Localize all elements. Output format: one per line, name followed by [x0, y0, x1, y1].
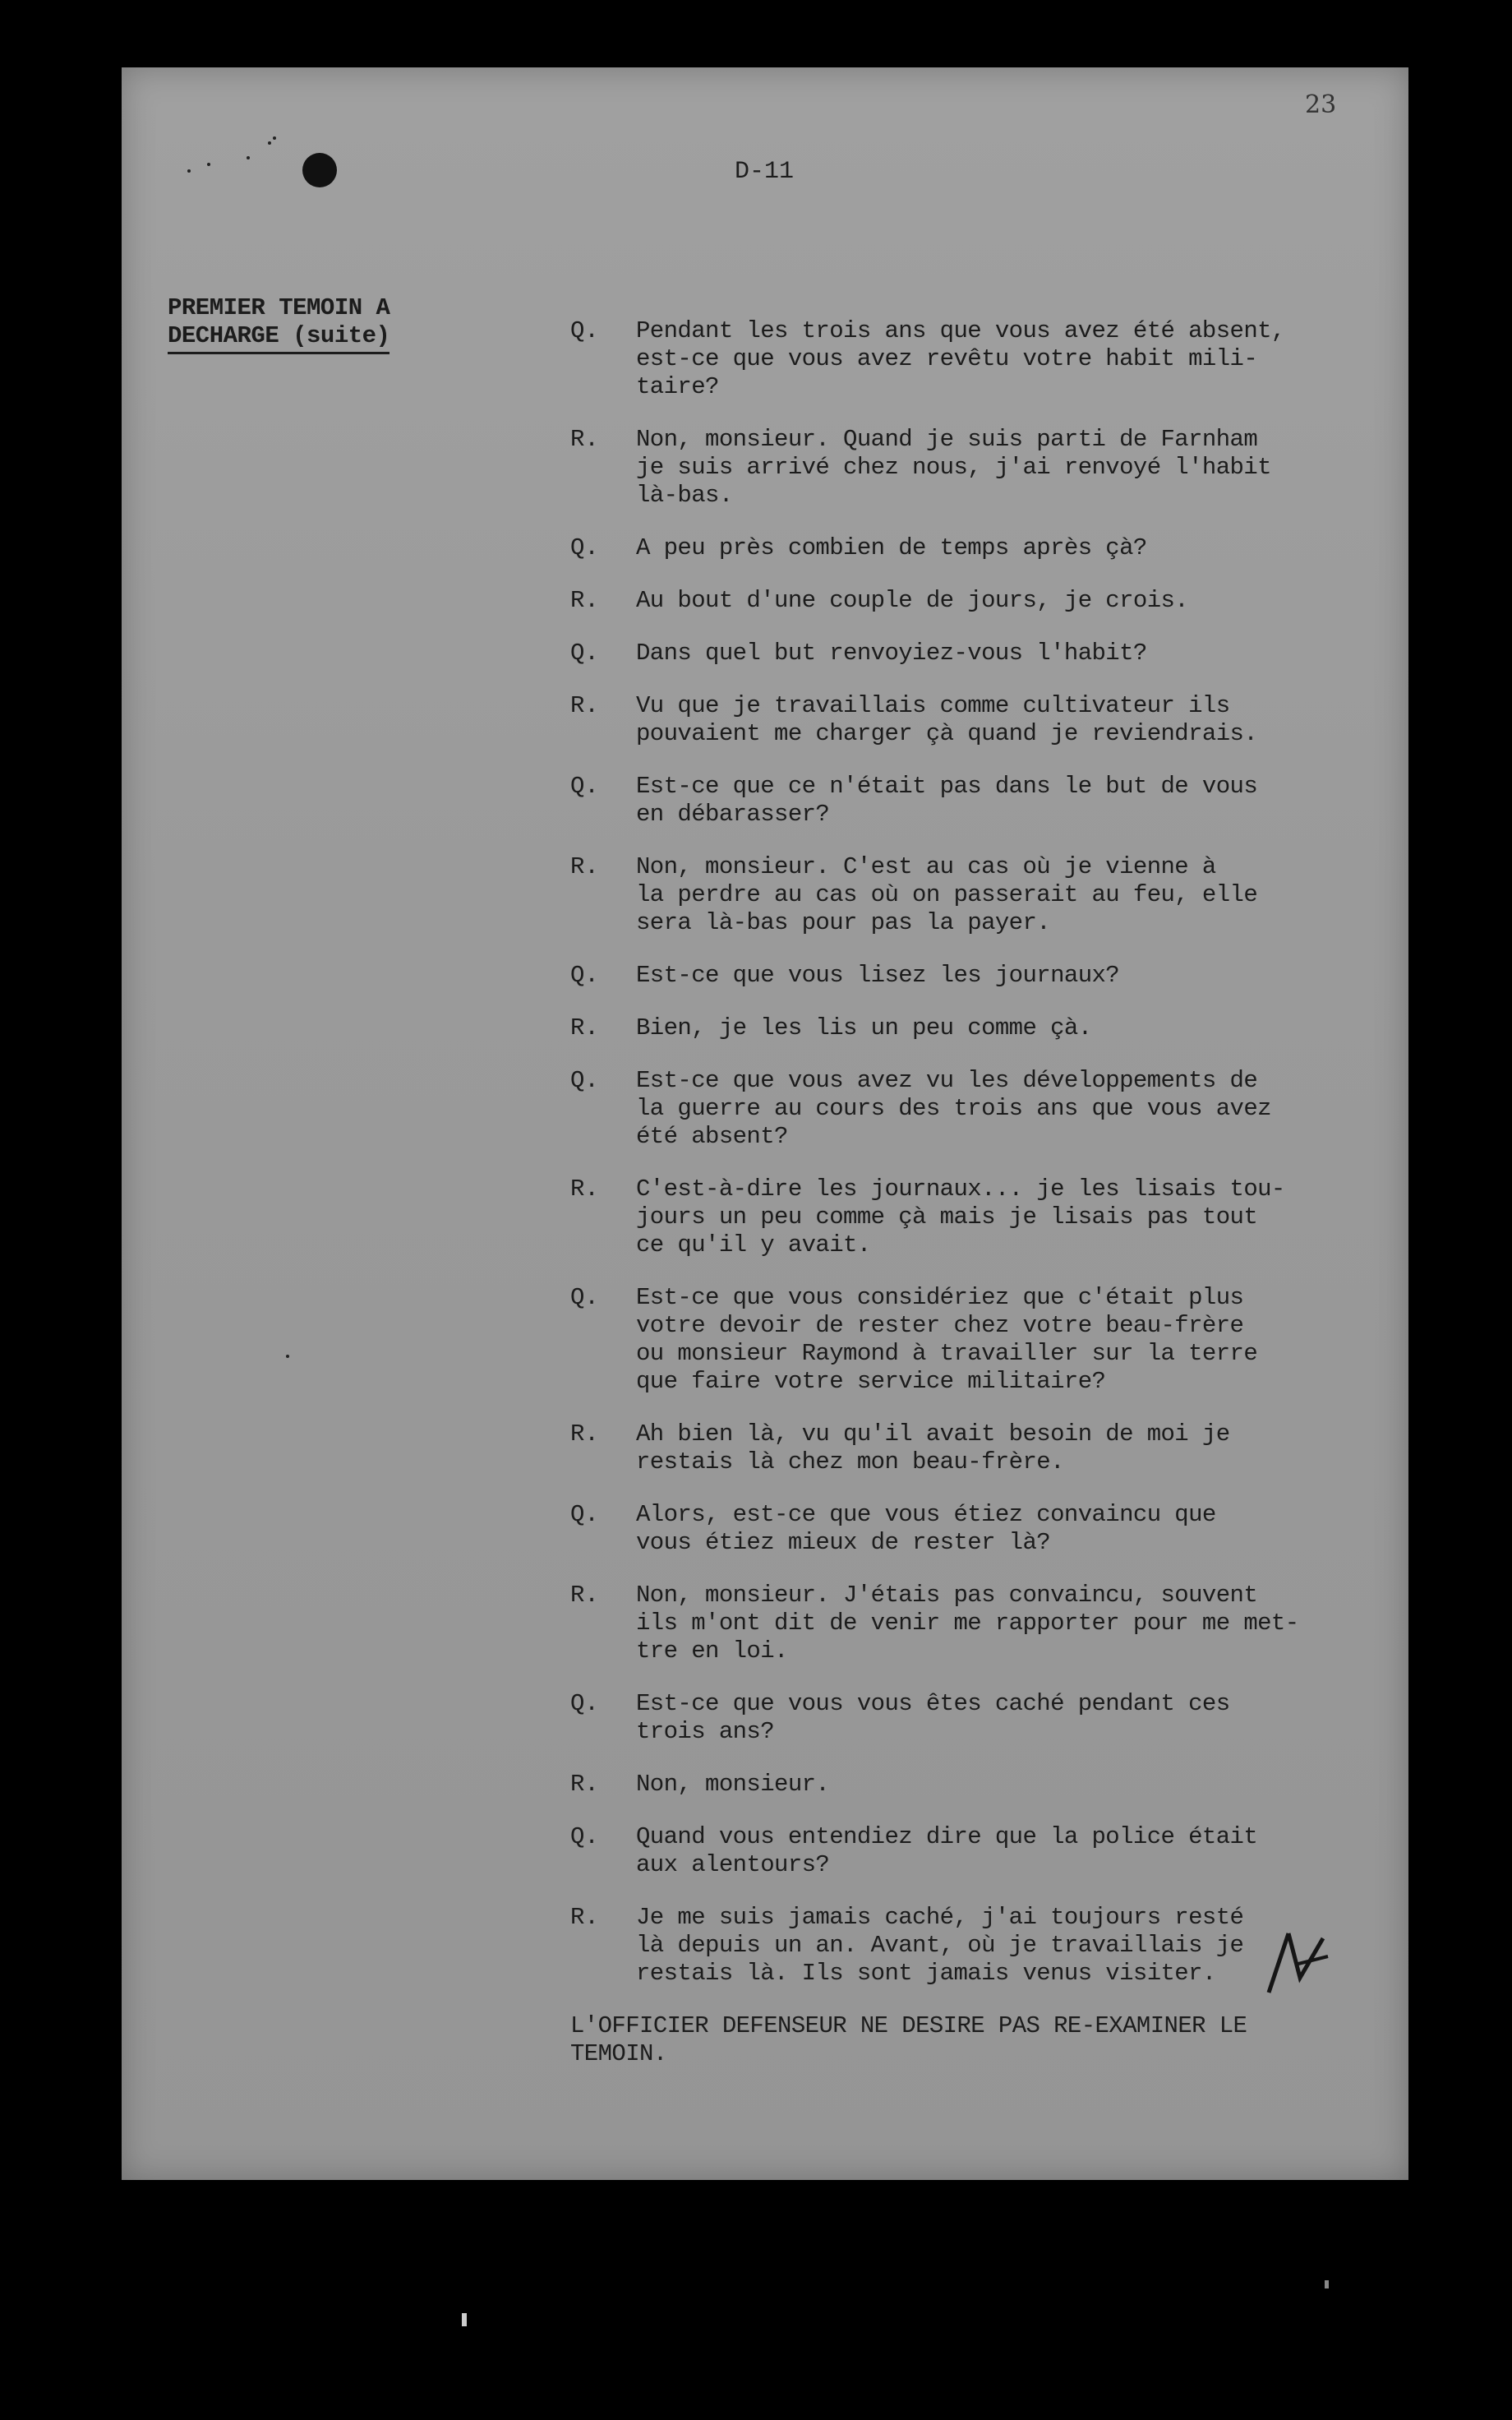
side-heading: [168, 294, 390, 354]
exchange-item: [570, 773, 1400, 829]
exchange-marker: R.: [570, 587, 599, 614]
exchange-text: Non, monsieur. Quand je suis parti de Farnham je suis arrivé chez nous, j'ai renvoyé l'habit là-bas.: [636, 426, 1271, 509]
exchange-item: [570, 1420, 1400, 1476]
testimony-transcript: [570, 317, 1400, 2068]
exchange-marker: R.: [570, 692, 599, 719]
exchange-text: Non, monsieur.: [636, 1771, 830, 1798]
dust-speck: [286, 1355, 289, 1358]
exchange-text: Dans quel but renvoyiez-vous l'habit?: [636, 640, 1147, 667]
exchange-marker: R.: [570, 1904, 599, 1931]
exchange-text: Alors, est-ce que vous étiez convaincu que vous étiez mieux de rester là?: [636, 1501, 1216, 1556]
dust-speck: [273, 136, 276, 140]
exchange-marker: Q.: [570, 962, 599, 989]
exchange-item: [570, 853, 1400, 937]
exchange-item: [570, 1582, 1400, 1665]
document-code: D-11: [735, 158, 795, 186]
exchange-text: C'est-à-dire les journaux... je les lisais tou- jours un peu comme çà mais je lisais pas tout ce qu'il y avait.: [636, 1175, 1285, 1258]
exchange-marker: Q.: [570, 1501, 599, 1528]
scan-artifact: [1325, 2280, 1329, 2288]
exchange-item: [570, 640, 1400, 667]
dust-speck: [247, 156, 250, 159]
exchange-text: Je me suis jamais caché, j'ai toujours resté là depuis un an. Avant, où je travaillais je restais là. Ils sont jamais venus visiter.: [636, 1904, 1244, 1987]
exchange-text: A peu près combien de temps après çà?: [636, 534, 1147, 561]
exchange-item: [570, 1067, 1400, 1151]
exchange-marker: Q.: [570, 534, 599, 561]
closing-statement: L'OFFICIER DEFENSEUR NE DESIRE PAS RE-EXAMINER LE TEMOIN.: [570, 2012, 1247, 2067]
exchange-item: [570, 1284, 1400, 1396]
exchange-marker: R.: [570, 1582, 599, 1609]
initial-stroke: [1269, 1933, 1288, 1993]
exchange-item: [570, 587, 1400, 615]
exchange-marker: R.: [570, 426, 599, 453]
exchange-item: [570, 1771, 1400, 1799]
exchange-item: [570, 962, 1400, 990]
exchange-marker: R.: [570, 853, 599, 880]
exchange-item: [570, 426, 1400, 510]
exchange-item: [570, 1014, 1400, 1042]
exchange-marker: R.: [570, 1175, 599, 1203]
exchange-marker: Q.: [570, 1823, 599, 1850]
exchange-text: Est-ce que vous vous êtes caché pendant ces trois ans?: [636, 1690, 1230, 1745]
exchange-marker: Q.: [570, 1690, 599, 1717]
exchange-text: Bien, je les lis un peu comme çà.: [636, 1014, 1092, 1041]
dust-speck: [187, 169, 191, 173]
exchange-text: Au bout d'une couple de jours, je crois.: [636, 587, 1189, 614]
exchange-marker: R.: [570, 1014, 599, 1041]
exchange-text: Est-ce que vous considériez que c'était plus votre devoir de rester chez votre beau-frère ou monsieur Raymond à travailler sur la terre que faire votre service militaire?: [636, 1284, 1258, 1395]
page-number: 23: [1305, 90, 1337, 119]
dust-speck: [207, 163, 210, 166]
exchange-item: [570, 692, 1400, 748]
exchange-marker: Q.: [570, 1067, 599, 1094]
exchange-text: Non, monsieur. C'est au cas où je vienne à la perdre au cas où on passerait au feu, elle sera là-bas pour pas la payer.: [636, 853, 1258, 936]
exchange-text: Est-ce que vous avez vu les développements de la guerre au cours des trois ans que vous avez été absent?: [636, 1067, 1271, 1150]
exchange-marker: R.: [570, 1420, 599, 1448]
exchange-marker: Q.: [570, 317, 599, 344]
exchange-text: Pendant les trois ans que vous avez été absent, est-ce que vous avez revêtu votre habit mili- taire?: [636, 317, 1285, 400]
exchange-item: [570, 1501, 1400, 1557]
exchange-item: [570, 534, 1400, 562]
exchange-marker: R.: [570, 1771, 599, 1798]
side-heading-line1: PREMIER TEMOIN A: [168, 294, 390, 321]
exchange-item: [570, 1175, 1400, 1259]
dust-speck: [268, 141, 271, 145]
exchange-item: [570, 317, 1400, 401]
side-heading-line2: DECHARGE (suite): [168, 322, 390, 354]
exchange-marker: Q.: [570, 640, 599, 667]
scan-artifact: [462, 2313, 467, 2326]
exchange-text: Ah bien là, vu qu'il avait besoin de moi je restais là chez mon beau-frère.: [636, 1420, 1230, 1476]
exchange-text: Non, monsieur. J'étais pas convaincu, souvent ils m'ont dit de venir me rapporter pour me met- tre en loi.: [636, 1582, 1299, 1665]
exchange-marker: Q.: [570, 1284, 599, 1311]
initial-stroke: [1288, 1933, 1323, 1978]
exchange-text: Vu que je travaillais comme cultivateur ils pouvaient me charger çà quand je reviendrais.: [636, 692, 1258, 747]
exchange-item: [570, 1690, 1400, 1746]
exchange-text: Quand vous entendiez dire que la police était aux alentours?: [636, 1823, 1258, 1878]
handwritten-initials: [1252, 1928, 1331, 1997]
exchange-text: Est-ce que ce n'était pas dans le but de vous en débarasser?: [636, 773, 1258, 828]
exchange-item: [570, 1823, 1400, 1879]
exchange-text: Est-ce que vous lisez les journaux?: [636, 962, 1120, 989]
exchange-marker: Q.: [570, 773, 599, 800]
punch-hole-mark: [302, 153, 337, 187]
